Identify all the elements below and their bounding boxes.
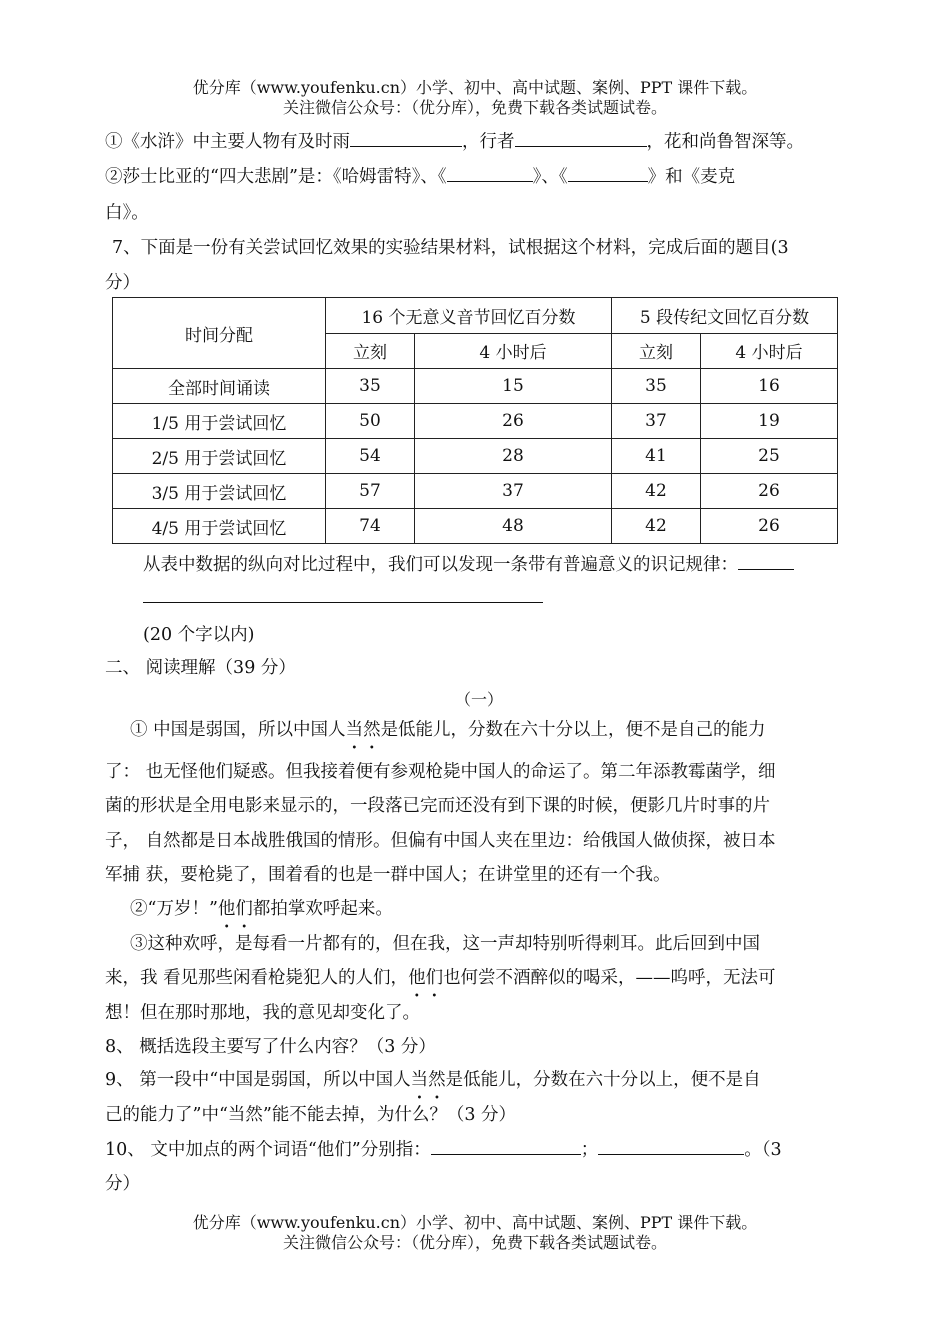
answer-line[interactable] xyxy=(143,602,543,603)
experiment-table xyxy=(112,297,838,544)
part-label: （一） xyxy=(455,690,504,709)
answer-blank[interactable] xyxy=(447,164,533,182)
cell-value: 35 xyxy=(612,369,701,404)
answer-blank[interactable] xyxy=(738,552,794,570)
row-label: 全部时间诵读 xyxy=(113,369,326,404)
question-10: 10、 文中加点的两个词语“他们”分别指： ； 。（3 xyxy=(105,1136,782,1161)
question-shakespeare-cont: 白》。 xyxy=(105,203,149,223)
cell-value: 50 xyxy=(326,404,415,439)
passage-line: 了： 也无怪他们疑惑。但我接着便有参观枪毙中国人的命运了。第二年添教霉菌学，细 xyxy=(105,762,776,782)
cell-value: 48 xyxy=(415,509,612,544)
cell-value: 19 xyxy=(701,404,838,439)
passage-line: 来，我 看见那些闲看枪毙犯人的人们，他们也何尝不酒醉似的喝采，——呜呼，无法可 xyxy=(105,968,776,988)
answer-blank[interactable] xyxy=(431,1137,581,1155)
passage-line: 军捕 获，要枪毙了，围着看的也是一群中国人；在讲堂里的还有一个我。 xyxy=(105,865,671,885)
subheader-cell: 4 小时后 xyxy=(701,333,838,369)
cell-value: 74 xyxy=(326,509,415,544)
cell-value: 37 xyxy=(612,404,701,439)
header-line-2: 关注微信公众号：（优分库），免费下载各类试题试卷。 xyxy=(282,98,667,117)
cell-value: 57 xyxy=(326,474,415,509)
answer-blank[interactable] xyxy=(350,129,462,147)
cell-value: 41 xyxy=(612,439,701,474)
passage-line: 子， 自然都是日本战胜俄国的情形。但偏有中国人夹在里边：给俄国人做侦探，被日本 xyxy=(105,831,776,851)
table-row xyxy=(113,404,838,439)
cell-value: 16 xyxy=(701,369,838,404)
question-shakespeare: ②莎士比亚的“四大悲剧”是：《哈姆雷特》、《 》、《 》和《麦克 xyxy=(105,163,735,188)
answer-blank[interactable] xyxy=(598,1137,744,1155)
cell-value: 28 xyxy=(415,439,612,474)
row-label: 4/5 用于尝试回忆 xyxy=(113,509,326,544)
cell-value: 42 xyxy=(612,509,701,544)
answer-blank[interactable] xyxy=(515,129,647,147)
row-label: 1/5 用于尝试回忆 xyxy=(113,404,326,439)
header-syllables: 16 个无意义音节回忆百分数 xyxy=(326,298,612,334)
cell-value: 26 xyxy=(701,474,838,509)
word-limit: (20 个字以内) xyxy=(143,625,255,645)
passage-line: ②“万岁！”他们都拍掌欢呼起来。 xyxy=(130,899,393,919)
cell-value: 15 xyxy=(415,369,612,404)
cell-value: 35 xyxy=(326,369,415,404)
answer-blank[interactable] xyxy=(568,164,648,182)
passage-line: ① 中国是弱国，所以中国人当然是低能儿，分数在六十分以上，便不是自己的能力 xyxy=(130,720,766,740)
cell-value: 26 xyxy=(415,404,612,439)
subheader-cell: 4 小时后 xyxy=(415,333,612,369)
question-7: 7、下面是一份有关尝试回忆效果的实验结果材料，试根据这个材料，完成后面的题目(3 xyxy=(112,238,789,258)
question-10-cont: 分） xyxy=(105,1174,140,1194)
cell-value: 26 xyxy=(701,509,838,544)
section-title: 二、 阅读理解（39 分） xyxy=(105,658,296,678)
row-label: 2/5 用于尝试回忆 xyxy=(113,439,326,474)
question-7-cont: 分） xyxy=(105,273,140,293)
passage-line: ③这种欢呼，是每看一片都有的，但在我，这一声却特别听得刺耳。此后回到中国 xyxy=(130,934,760,954)
question-9: 9、 第一段中“中国是弱国，所以中国人当然是低能儿，分数在六十分以上，便不是自 xyxy=(105,1070,761,1090)
question-shuihu: ①《水浒》中主要人物有及时雨 ，行者 ，花和尚鲁智深等。 xyxy=(105,128,804,153)
header-time: 时间分配 xyxy=(113,298,326,369)
cell-value: 37 xyxy=(415,474,612,509)
header-line-1: 优分库（www.youfenku.cn）小学、初中、高中试题、案例、PPT 课件下载。 xyxy=(192,78,758,97)
footer-line-1: 优分库（www.youfenku.cn）小学、初中、高中试题、案例、PPT 课件下载。 xyxy=(192,1213,758,1232)
table-row xyxy=(113,439,838,474)
cell-value: 42 xyxy=(612,474,701,509)
table-row xyxy=(113,474,838,509)
question-8: 8、 概括选段主要写了什么内容？（3 分） xyxy=(105,1037,436,1057)
cell-value: 25 xyxy=(701,439,838,474)
row-label: 3/5 用于尝试回忆 xyxy=(113,474,326,509)
table-row xyxy=(113,509,838,544)
subheader-cell: 立刻 xyxy=(326,333,415,369)
question-7-prompt: 从表中数据的纵向对比过程中，我们可以发现一条带有普遍意义的识记规律： xyxy=(143,551,794,576)
passage-line: 想！但在那时那地，我的意见却变化了。 xyxy=(105,1003,420,1023)
footer-line-2: 关注微信公众号：（优分库），免费下载各类试题试卷。 xyxy=(282,1233,667,1252)
subheader-cell: 立刻 xyxy=(612,333,701,369)
question-9-cont: 己的能力了”中“当然”能不能去掉，为什么？（3 分） xyxy=(105,1105,517,1125)
header-biography: 5 段传纪文回忆百分数 xyxy=(612,298,838,334)
table-row xyxy=(113,369,838,404)
cell-value: 54 xyxy=(326,439,415,474)
passage-line: 菌的形状是全用电影来显示的，一段落已完而还没有到下课的时候，便影几片时事的片 xyxy=(105,796,770,816)
